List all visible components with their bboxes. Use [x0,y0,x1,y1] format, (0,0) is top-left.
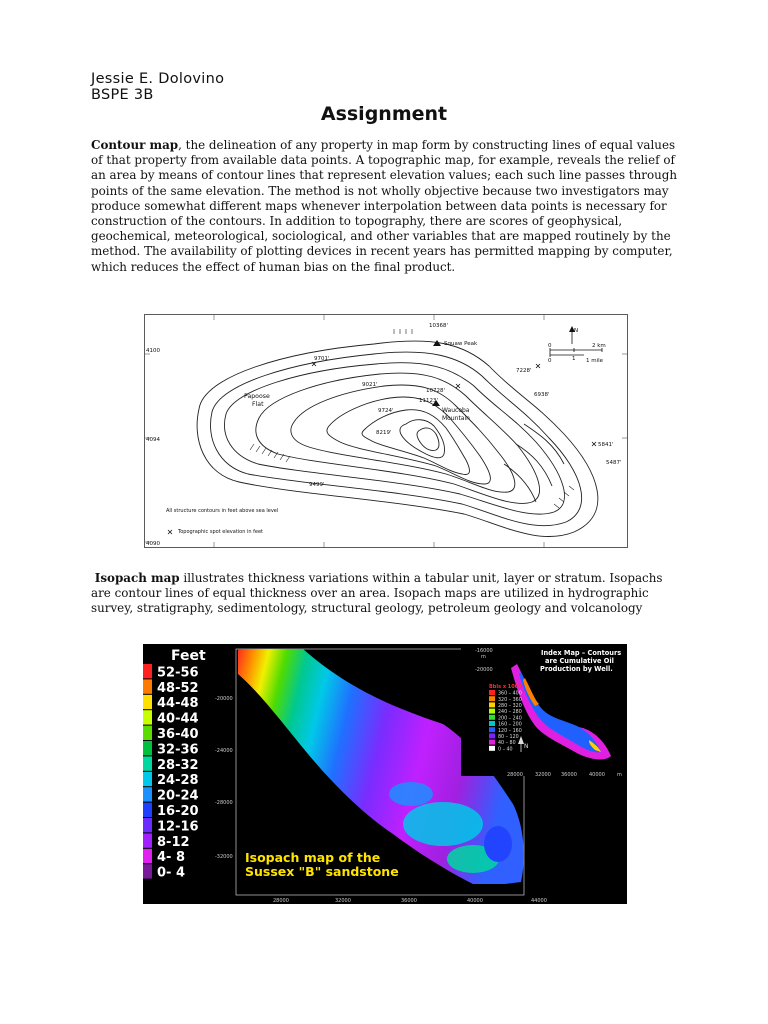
scale-mile: 1 mile [586,358,604,364]
legend-swatch [143,864,152,878]
contour-map-figure [144,314,628,548]
y-tick-2: -24000 [215,748,233,754]
label-7228: 7228' [516,368,532,374]
legend-swatch [143,710,152,724]
page-title: Assignment [320,103,448,125]
contour-paragraph [91,138,681,275]
index-legend-label: 0 – 40 [498,747,513,753]
index-y-tick-1: -16000 [475,648,493,654]
scale-one: 1 [572,356,576,362]
label-papoose: Papoose [244,393,270,400]
label-4100: 4100 [146,348,160,354]
legend-swatch [143,787,152,801]
legend-label: 32-36 [157,742,199,758]
y-tick-1: -20000 [215,696,233,702]
legend-swatch [143,849,152,863]
index-legend-label: 240 – 280 [498,710,522,716]
index-legend-title: Bbls x 1000 [489,684,522,690]
legend-swatch [143,679,152,693]
scale-km: 2 km [592,343,606,349]
legend-swatch [143,772,152,786]
label-mountain: Mountain [442,415,470,422]
index-x-tick-2: 32000 [535,772,551,778]
label-waucoba-elev: 11123' [419,398,439,404]
author-name: Jessie E. Dolovino [91,71,225,87]
index-legend-label: 40 – 80 [498,741,516,747]
north-label: N [574,328,579,334]
label-10728: 10728' [426,388,446,394]
legend-label: 12-16 [157,819,199,835]
legend-swatch [143,695,152,709]
isopach-text: illustrates thickness variations within a tabular unit, layer or stratum. Isopachs are contour lines of equal thickness over an area. Isopach maps are utilized in hydrographic survey, stratigraphy, sedimentology, structural geology, petroleum geology and volcanology [91,571,663,616]
label-9701: 9701' [314,356,330,362]
index-legend-swatch [489,696,495,701]
index-x-unit: m [617,772,622,778]
index-legend-label: 360 – 400 [498,691,522,697]
contour-note-1: All structure contours in feet above sea level [166,508,279,514]
isopach-term: Isopach map [94,571,180,585]
index-legend-swatch [489,715,495,720]
label-4094: 4094 [146,437,160,443]
label-9499: 9499' [309,482,325,488]
isopach-paragraph [91,571,681,617]
isopach-map-image [143,644,627,904]
legend-label: 44-48 [157,696,199,712]
legend-label: 36-40 [157,727,199,742]
index-legend-swatch [489,709,495,714]
legend-swatch [143,664,152,678]
x-tick-4: 40000 [467,898,483,904]
index-legend-label: 320 – 360 [498,697,522,703]
index-x-tick-3: 36000 [561,772,577,778]
legend-swatch [143,818,152,832]
index-legend-label: 160 – 200 [498,722,522,728]
index-legend-swatch [489,702,495,707]
label-4090: 4090 [146,541,160,547]
index-legend-label: 80 – 120 [498,735,519,740]
legend-swatch [143,803,152,817]
index-y-tick-2: -20000 [475,667,493,673]
index-legend-swatch [489,740,495,745]
y-tick-3: -28000 [215,800,233,806]
contour-note-2: Topographic spot elevation in feet [178,529,263,535]
index-legend-swatch [489,733,495,738]
scale-zero-b: 0 [548,358,552,364]
label-waucoba: Waucoba [442,407,470,414]
x-tick-3: 36000 [401,898,417,904]
index-title-2: are Cumulative Oil [545,657,614,665]
map-title-line2: Sussex "B" sandstone [245,864,399,879]
label-6938: 6938' [534,392,550,398]
author-course: BSPE 3B [91,87,154,103]
index-x-tick-4: 40000 [589,772,605,778]
label-squaw-elev: 10368' [429,323,449,329]
index-legend-swatch [489,690,495,695]
legend-label: 4- 8 [157,850,186,866]
index-y-unit: m [481,654,486,660]
isopach-map-figure [143,644,627,904]
author-block [91,71,224,103]
legend-label: 28-32 [157,757,199,773]
index-legend-swatch [489,727,495,732]
index-legend-label: 280 – 320 [498,704,522,709]
index-legend-swatch [489,746,495,751]
legend-label: 40-44 [157,711,199,727]
index-legend-swatch [489,721,495,726]
legend-label: 24-28 [157,773,199,789]
label-flat: Flat [252,401,264,408]
x-tick-2: 32000 [335,898,351,904]
legend-label: 52-56 [157,665,199,681]
scale-zero-a: 0 [548,343,552,349]
index-title-1: Index Map – Contours [541,649,622,657]
legend-swatch [143,756,152,770]
map-title-line1: Isopach map of the [245,850,381,865]
legend-swatch [143,833,152,847]
legend-label: 0- 4 [157,865,186,881]
legend-swatch [143,741,152,755]
contour-map-image [144,314,628,548]
label-5841: 5841' [598,442,614,448]
legend-label: 16-20 [157,804,199,819]
legend-label: 20-24 [157,788,199,804]
index-legend-label: 200 – 240 [498,716,522,722]
legend-swatch [143,726,152,740]
label-5487: 5487' [606,460,622,466]
label-9724: 9724' [378,408,394,414]
legend-label: 8-12 [157,834,190,850]
x-tick-1: 28000 [273,898,289,904]
label-8219: 8219' [376,430,392,436]
legend-title: Feet [171,648,206,664]
index-x-tick-1: 28000 [507,772,523,778]
index-title-3: Production by Well. [540,665,613,673]
index-north-label: N [524,743,529,750]
contour-term: Contour map [91,138,179,152]
contour-text: , the delineation of any property in map form by constructing lines of equal values of that property from available data points. A topographic map, for example, reveals the relief of an area by means of contour lines that represent elevation values; each such line passes through points of the same elevation. The method is not wholly objective because two investigators may produce somewhat different maps whenever interpolation between data points is necessary for construction of the contours. In addition to topography, there are scores of geophysical, geochemical, meteorological, sociological, and other variables that are mapped routinely by the method. The availability of plotting devices in recent years has permitted mapping by computer, which reduces the effect of human bias on the final product. [91,138,678,274]
y-tick-4: -32000 [215,854,233,860]
label-9021: 9021' [362,382,378,388]
label-squaw-peak: Squaw Peak [444,341,478,347]
legend-label: 48-52 [157,680,199,696]
x-tick-5: 44000 [531,898,547,904]
index-legend-label: 120 – 160 [498,728,522,734]
